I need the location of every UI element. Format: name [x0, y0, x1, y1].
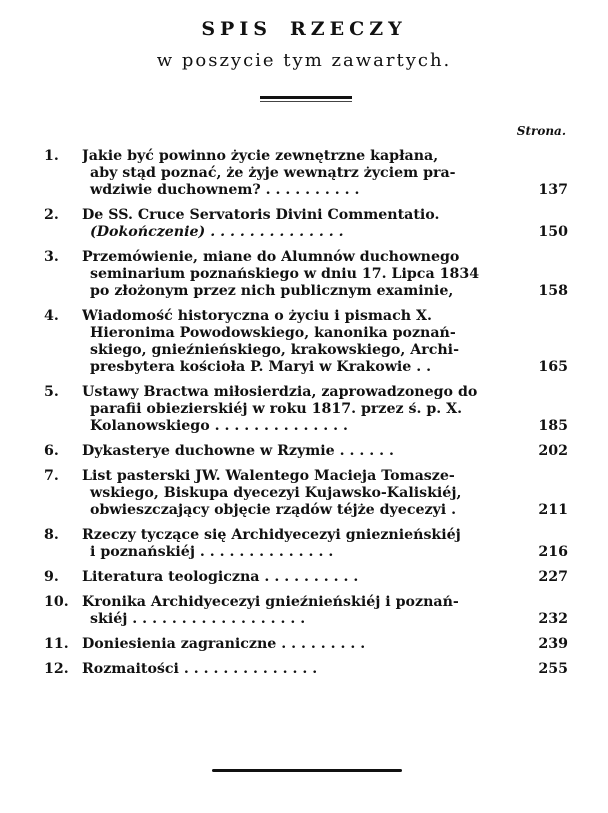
entry-title-line: Kolanowskiego . . . . . . . . . . . . . . — [90, 418, 348, 434]
entry-title — [82, 443, 514, 460]
entry-number: 4. — [44, 308, 59, 324]
entry-title-line: Hieronima Powodowskiego, kanonika poznań- — [90, 325, 456, 341]
title-word-spis: SPIS — [201, 18, 272, 40]
entry-title-line: skiego, gnieźnieńskiego, krakowskiego, Archi- — [90, 342, 459, 358]
entry-title — [82, 308, 514, 376]
entry-page-number: 232 — [538, 611, 568, 627]
toc-entry — [44, 527, 568, 561]
entry-title-line: Przemówienie, miane do Alumnów duchownego — [82, 249, 460, 265]
entry-number: 11. — [44, 636, 69, 652]
entry-number: 2. — [44, 207, 59, 223]
toc-entry — [44, 468, 568, 519]
toc-entry — [44, 636, 568, 653]
bottom-divider — [212, 769, 402, 772]
toc-entry — [44, 384, 568, 435]
entry-page-number: 165 — [538, 359, 568, 375]
toc-entry — [44, 661, 568, 678]
entry-title-line: seminarium poznańskiego w dniu 17. Lipca 1834 — [90, 266, 480, 282]
toc-entry — [44, 594, 568, 628]
entry-title — [82, 468, 514, 519]
entry-page-number: 216 — [538, 544, 568, 560]
entry-title-line: List pasterski JW. Walentego Macieja Tomasze- — [82, 468, 455, 484]
entry-number: 9. — [44, 569, 59, 585]
entry-title — [82, 569, 514, 586]
entry-number: 12. — [44, 661, 69, 677]
toc-entry — [44, 443, 568, 460]
top-divider — [260, 96, 352, 99]
entry-number: 7. — [44, 468, 59, 484]
entry-title — [82, 661, 514, 678]
entry-title-line: (Dokończenie) . . . . . . . . . . . . . . — [90, 224, 344, 240]
page-column-label: Strona. — [516, 124, 566, 138]
entry-number: 3. — [44, 249, 59, 265]
entry-page-number: 158 — [538, 283, 568, 299]
entry-title-line: Kronika Archidyecezyi gnieźnieńskiéj i poznań- — [82, 594, 459, 610]
toc-entry — [44, 569, 568, 586]
top-divider-thin — [260, 101, 352, 102]
entry-page-number: 150 — [538, 224, 568, 240]
entry-title-line: Wiadomość historyczna o życiu i pismach X. — [82, 308, 432, 324]
entry-title — [82, 249, 514, 300]
entry-title — [82, 384, 514, 435]
entry-number: 10. — [44, 594, 69, 610]
title-word-rzeczy: RZECZY — [289, 18, 407, 40]
toc-entry — [44, 148, 568, 199]
entry-page-number: 211 — [538, 502, 568, 518]
entry-title-line: po złożonym przez nich publicznym examinie, — [90, 283, 454, 299]
page-subtitle: w poszycie tym zawartych. — [156, 50, 452, 71]
entry-page-number: 239 — [538, 636, 568, 652]
table-of-contents — [44, 148, 568, 686]
entry-number: 1. — [44, 148, 59, 164]
entry-title — [82, 527, 514, 561]
entry-title — [82, 148, 514, 199]
entry-title-line: presbytera kościoła P. Maryi w Krakowie . . — [90, 359, 432, 375]
entry-title-line: obwieszczający objęcie rządów téjże dyecezyi . — [90, 502, 457, 518]
entry-number: 6. — [44, 443, 59, 459]
entry-title-line: Rzeczy tyczące się Archidyecezyi gnieznieńskiéj — [82, 527, 461, 543]
entry-page-number: 185 — [538, 418, 568, 434]
entry-title-line: Doniesienia zagraniczne . . . . . . . . . — [82, 636, 366, 652]
entry-page-number: 227 — [538, 569, 568, 585]
entry-title-line: skiéj . . . . . . . . . . . . . . . . . . — [90, 611, 306, 627]
page-title — [0, 18, 608, 40]
entry-title-line: Dykasterye duchowne w Rzymie . . . . . . — [82, 443, 394, 459]
entry-page-number: 255 — [538, 661, 568, 677]
entry-title-line: wdziwie duchownem? . . . . . . . . . . — [90, 182, 360, 198]
entry-title-line: Jakie być powinno życie zewnętrzne kapłana, — [82, 148, 439, 164]
entry-title — [82, 207, 514, 241]
entry-title-line: aby stąd poznać, że żyje wewnątrz życiem pra- — [90, 165, 456, 181]
entry-page-number: 137 — [538, 182, 568, 198]
toc-entry — [44, 249, 568, 300]
entry-number: 5. — [44, 384, 59, 400]
entry-title-line: Rozmaitości . . . . . . . . . . . . . . — [82, 661, 318, 677]
toc-entry — [44, 308, 568, 376]
entry-title-line: i poznańskiéj . . . . . . . . . . . . . . — [90, 544, 334, 560]
entry-page-number: 202 — [538, 443, 568, 459]
entry-title — [82, 636, 514, 653]
entry-title-line: Ustawy Bractwa miłosierdzia, zaprowadzonego do — [82, 384, 478, 400]
entry-number: 8. — [44, 527, 59, 543]
entry-title-line: parafii obiezierskiéj w roku 1817. przez ś. p. X. — [90, 401, 463, 417]
entry-title — [82, 594, 514, 628]
entry-title-line: De SS. Cruce Servatoris Divini Commentatio. — [82, 207, 440, 223]
toc-entry — [44, 207, 568, 241]
entry-title-line: wskiego, Biskupa dyecezyi Kujawsko-Kaliskiéj, — [90, 485, 462, 501]
entry-title-line: Literatura teologiczna . . . . . . . . . . — [82, 569, 359, 585]
